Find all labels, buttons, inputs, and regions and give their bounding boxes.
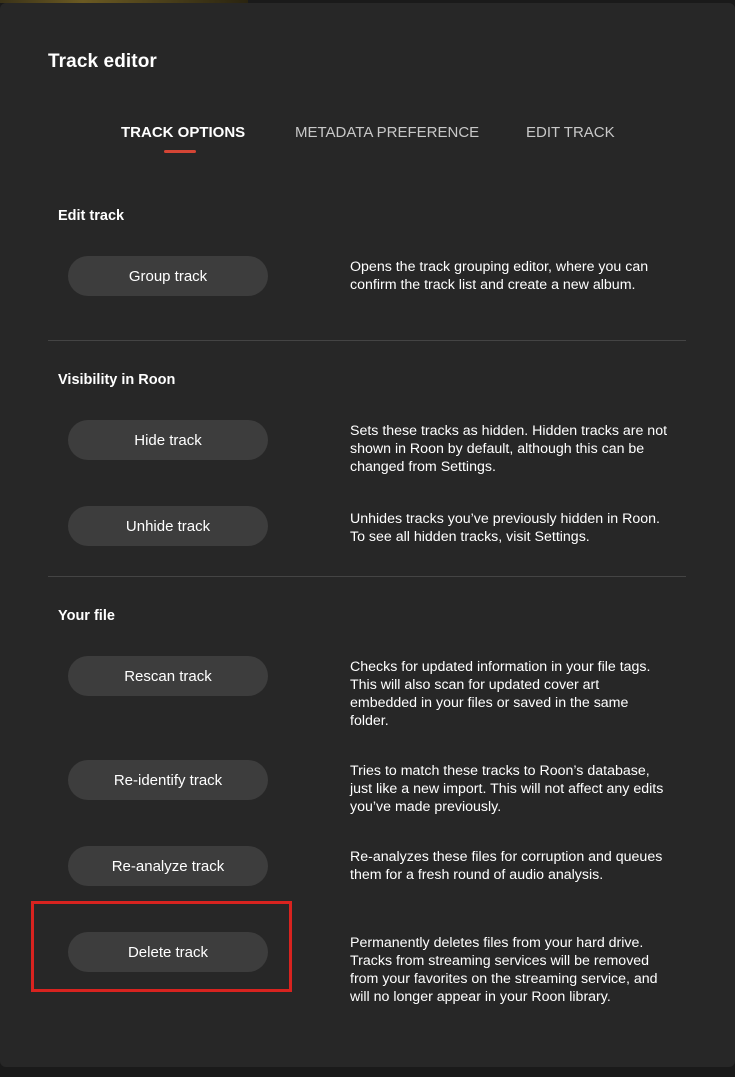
section-divider — [48, 576, 686, 577]
unhide-track-button[interactable]: Unhide track — [68, 506, 268, 546]
group-track-button[interactable]: Group track — [68, 256, 268, 296]
reidentify-track-button[interactable]: Re-identify track — [68, 760, 268, 800]
group-track-description: Opens the track grouping editor, where you can confirm the track list and create a new album. — [350, 259, 649, 293]
reanalyze-track-button[interactable]: Re-analyze track — [68, 846, 268, 886]
tab-metadata-preference[interactable]: METADATA PREFERENCE — [295, 124, 480, 141]
tab-track-options[interactable]: TRACK OPTIONS — [121, 124, 246, 141]
rescan-track-button[interactable]: Rescan track — [68, 656, 268, 696]
section-heading-edit-track: Edit track — [58, 208, 125, 224]
tab-bar — [0, 124, 735, 164]
hide-track-button[interactable]: Hide track — [68, 420, 268, 460]
reanalyze-track-description: Re-analyzes these files for corruption and queues them for a fresh round of audio analysis. — [350, 849, 663, 883]
delete-track-button[interactable]: Delete track — [68, 932, 268, 972]
rescan-track-description: Checks for updated information in your file tags. This will also scan for updated cover art embedded in your files or saved in the same folder. — [350, 659, 651, 729]
section-heading-your-file: Your file — [58, 608, 115, 624]
section-heading-visibility: Visibility in Roon — [58, 372, 176, 388]
unhide-track-description: Unhides tracks you’ve previously hidden in Roon. To see all hidden tracks, visit Settings. — [350, 511, 660, 545]
dialog-title: Track editor — [48, 51, 157, 72]
active-tab-indicator — [164, 150, 196, 153]
track-editor-dialog — [0, 3, 735, 1067]
section-divider — [48, 340, 686, 341]
tab-edit-track[interactable]: EDIT TRACK — [526, 124, 615, 141]
delete-track-description: Permanently deletes files from your hard drive. Tracks from streaming services will be removed from your favorites on the streaming service, and will no longer appear in your Roon library. — [350, 935, 658, 1005]
hide-track-description: Sets these tracks as hidden. Hidden tracks are not shown in Roon by default, although this can be changed from Settings. — [350, 423, 668, 475]
reidentify-track-description: Tries to match these tracks to Roon’s database, just like a new import. This will not affect any edits you’ve made previously. — [350, 763, 664, 815]
